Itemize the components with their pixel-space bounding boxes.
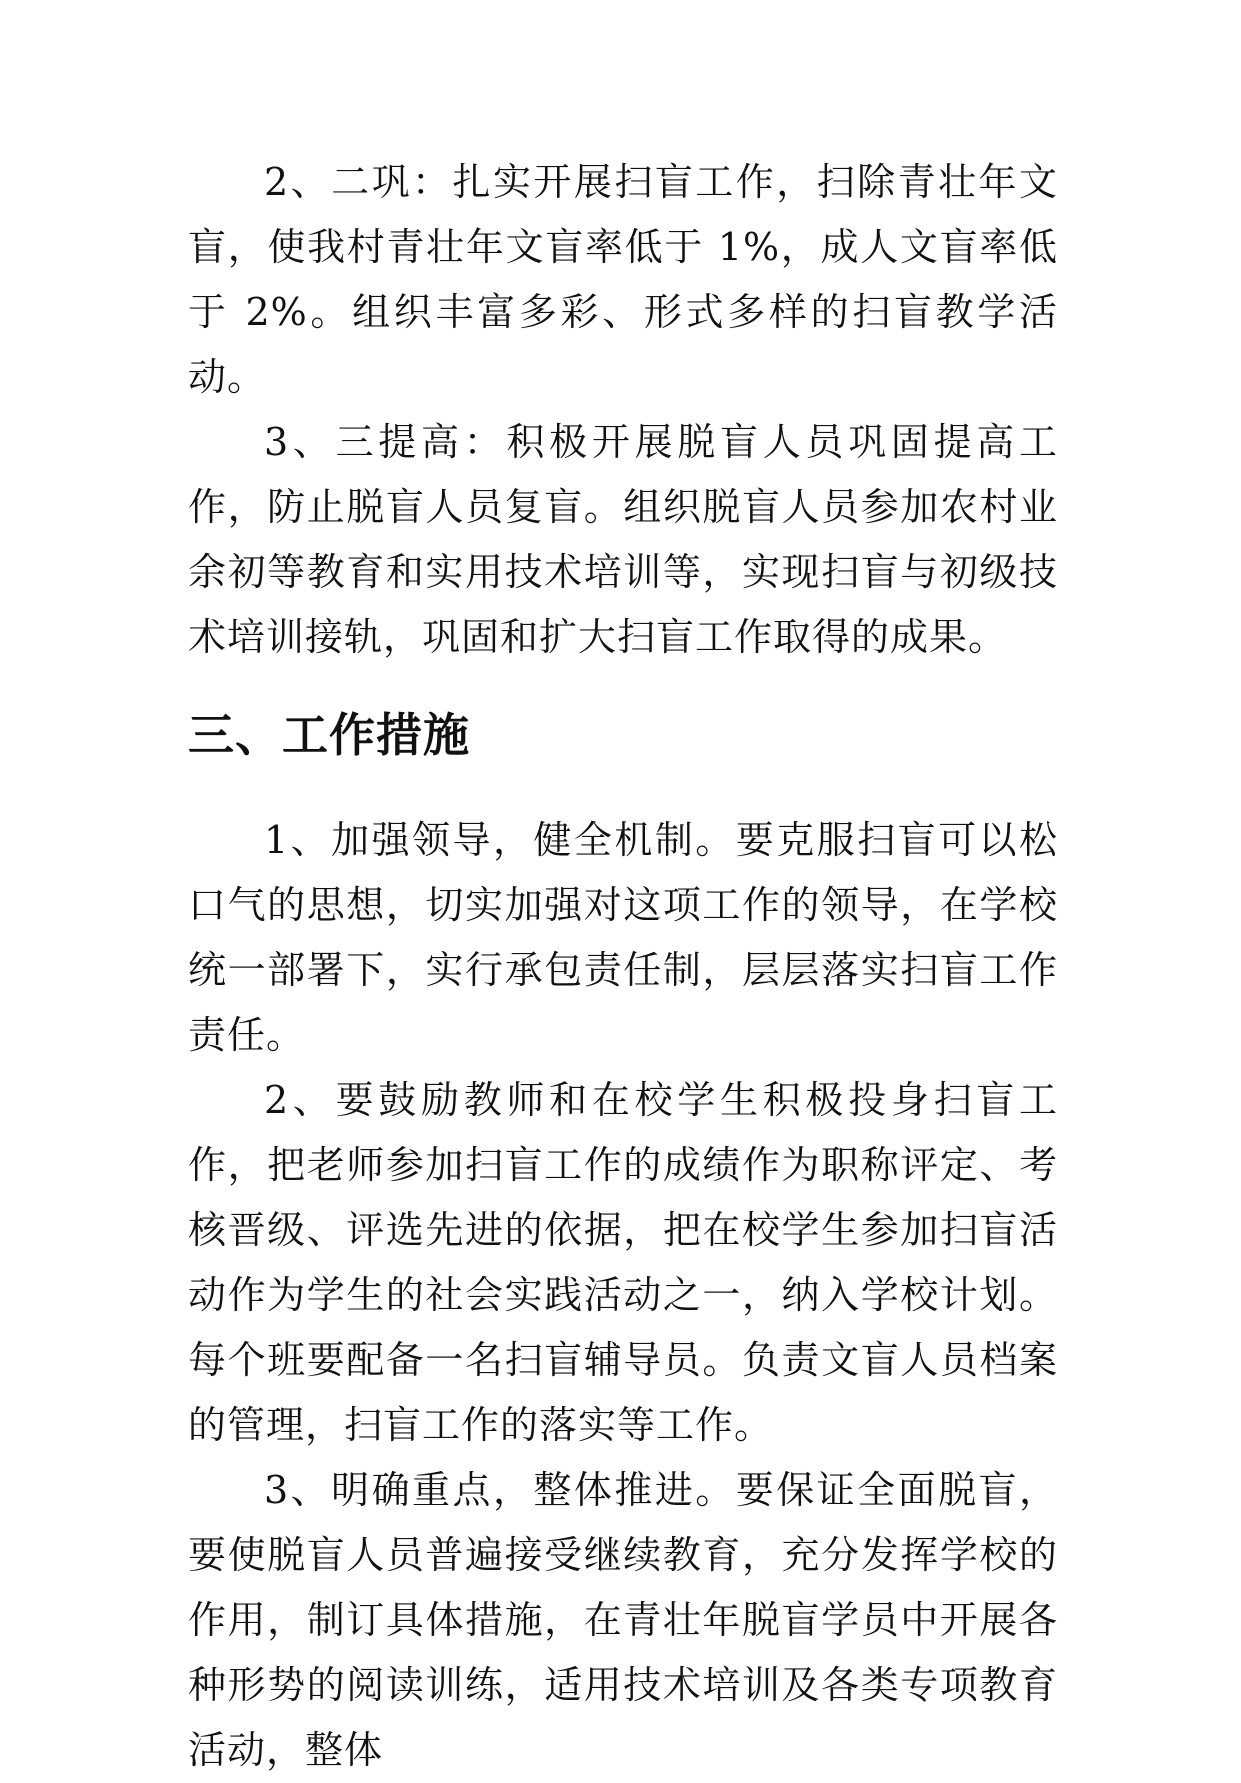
paragraph-measure-2: 2、要鼓励教师和在校学生积极投身扫盲工作，把老师参加扫盲工作的成绩作为职称评定、考核晋级、评选先进的依据，把在校学生参加扫盲活动作为学生的社会实践活动之一，纳入学校计划。每个班要配备一名扫盲辅导员。负责文盲人员档案的管理，扫盲工作的落实等工作。 [188,1078,1058,1447]
section-heading: 三、工作措施 [188,708,470,762]
paragraph-measure-3: 3、明确重点，整体推进。要保证全面脱盲，要使脱盲人员普遍接受继续教育，充分发挥学校的作用，制订具体措施，在青壮年脱盲学员中开展各种形势的阅读训练，适用技术培训及各类专项教育活动，整体 [188,1468,1058,1772]
paragraph-goal-3: 3、三提高：积极开展脱盲人员巩固提高工作，防止脱盲人员复盲。组织脱盲人员参加农村业余初等教育和实用技术培训等，实现扫盲与初级技术培训接轨，巩固和扩大扫盲工作取得的成果。 [188,420,1058,659]
paragraph-measure-1: 1、加强领导，健全机制。要克服扫盲可以松口气的思想，切实加强对这项工作的领导，在学校统一部署下，实行承包责任制，层层落实扫盲工作责任。 [188,818,1058,1057]
paragraph-goal-2: 2、二巩：扎实开展扫盲工作，扫除青壮年文盲，使我村青壮年文盲率低于 1%，成人文盲率低于 2%。组织丰富多彩、形式多样的扫盲教学活动。 [188,160,1058,399]
document-body [188,150,1058,1783]
